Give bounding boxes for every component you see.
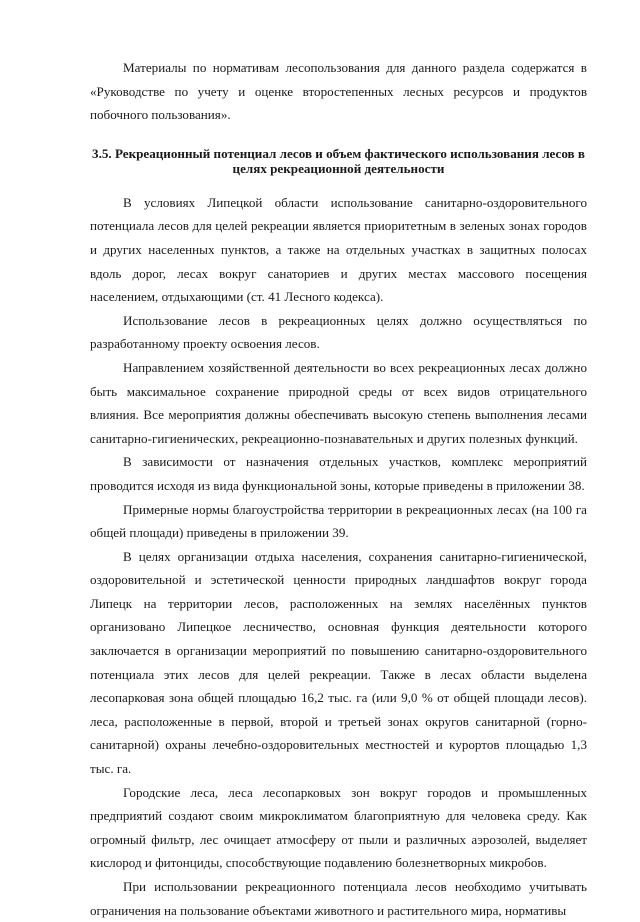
- page-content: [90, 56, 587, 922]
- section-heading: 3.5. Рекреационный потенциал лесов и объем фактического использования лесов в целях рекреационной деятельности: [92, 145, 585, 177]
- paragraph-usage-restrictions: При использовании рекреационного потенциала лесов необходимо учитывать ограничения на пользование объектами животного и растительного мира, нормативы: [90, 879, 587, 918]
- intro-paragraph: Материалы по нормативам лесопользования для данного раздела содержатся в «Руководстве по учету и оценке второстепенных лесных ресурсов и продуктов побочного пользования».: [90, 60, 587, 123]
- paragraph-urban-forests: Городские леса, леса лесопарковых зон вокруг городов и промышленных предприятий создают своим микроклиматом благоприятную для человека среду. Как огромный фильтр, лес очищает атмосферу от пыли и различных аэрозолей, выделяет кислород и фитонциды, способствующие подавлению болезнетворных микробов.: [90, 784, 587, 871]
- paragraph-recreation-priority: В условиях Липецкой области использование санитарно-оздоровительного потенциала лесов для целей рекреации является приоритетным в зеленых зонах городов и других населенных пунктов, а также на отдельных участках в защитных полосах вдоль дорог, лесах вокруг санаториев и других местах массового посещения населением, отдыхающими (ст. 41 Лесного кодекса).: [90, 194, 587, 305]
- paragraph-functional-zones: В зависимости от назначения отдельных участков, комплекс мероприятий проводится исходя из вида функциональной зоны, которые приведены в приложении 38.: [90, 454, 587, 493]
- paragraph-economic-activity: Направлением хозяйственной деятельности во всех рекреационных лесах должно быть максимальное сохранение природной среды от всех видов отрицательного влияния. Все мероприятия должны обеспечивать высокую степень выполнения лесами санитарно-гигиенических, рекреационно-познавательных и других полезных функций.: [90, 359, 587, 446]
- paragraph-development-project: Использование лесов в рекреационных целях должно осуществляться по разработанному проекту освоения лесов.: [90, 312, 587, 352]
- paragraph-lipetsk-forestry: В целях организации отдыха населения, сохранения санитарно-гигиенической, оздоровительной и эстетической ценности природных ландшафтов вокруг города Липецк на территории лесов, расположенных на землях населённых пунктов организовано Липецкое лесничество, основная функция деятельности которого заключается в организации мероприятий по повышению санитарно-оздоровительного потенциала этих лесов для целей рекреации. Также в лесах области выделена лесопарковая зона общей площадью 16,2 тыс. га (или 9,0 % от общей площади лесов). леса, расположенные в первой, второй и третьей зонах округов санитарной (горно-санитарной) охраны лечебно-оздоровительных местностей и курортов площадью 1,3 тыс. га.: [90, 548, 587, 777]
- paragraph-improvement-norms: Примерные нормы благоустройства территории в рекреационных лесах (на 100 га общей площади) приведены в приложении 39.: [90, 501, 587, 541]
